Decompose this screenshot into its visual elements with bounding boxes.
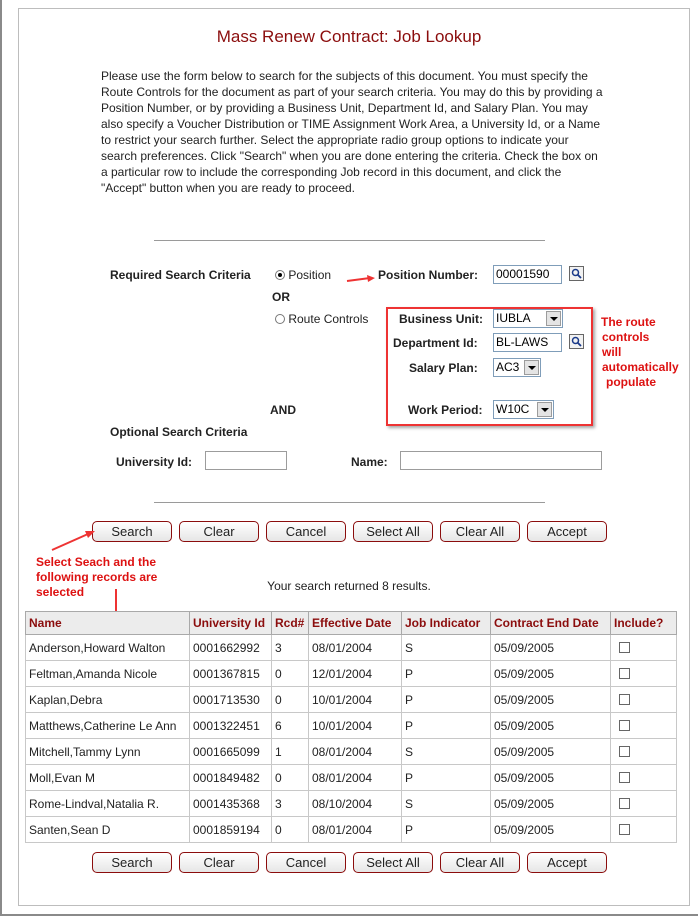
cell-rcd: 0 — [272, 687, 309, 713]
position-lookup-button[interactable] — [569, 266, 584, 281]
cell-include — [611, 791, 677, 817]
cell-include — [611, 739, 677, 765]
work-period-value: W10C — [496, 402, 530, 416]
column-header-rcd: Rcd# — [272, 612, 309, 635]
required-criteria-label: Required Search Criteria — [110, 268, 251, 282]
cell-name: Moll,Evan M — [26, 765, 190, 791]
salary-plan-value: AC3 — [496, 360, 520, 374]
cell-university-id: 0001849482 — [190, 765, 272, 791]
cell-contract-end-date: 05/09/2005 — [491, 687, 611, 713]
select-all-button-bottom[interactable]: Select All — [353, 852, 433, 873]
department-id-field[interactable]: BL-LAWS — [493, 333, 562, 352]
include-checkbox[interactable] — [619, 824, 630, 835]
cell-job-indicator: P — [402, 687, 491, 713]
route-controls-radio-label: Route Controls — [288, 312, 369, 326]
cell-job-indicator: P — [402, 817, 491, 843]
route-note-line: automatically — [602, 360, 679, 374]
cell-include — [611, 661, 677, 687]
cell-contract-end-date: 05/09/2005 — [491, 661, 611, 687]
cell-contract-end-date: 05/09/2005 — [491, 765, 611, 791]
accept-button-bottom[interactable]: Accept — [527, 852, 607, 873]
page-title: Mass Renew Contract: Job Lookup — [216, 27, 482, 46]
include-checkbox[interactable] — [619, 694, 630, 705]
table-row — [26, 687, 677, 713]
cell-effective-date: 08/01/2004 — [309, 739, 402, 765]
position-radio[interactable] — [275, 270, 285, 280]
intro-text: Please use the form below to search for the subjects of this document. You must specify the Route Controls for the document as part of your search criteria. You may do this by providing a Position Number, or by providing a Business Unit, Department Id, and Salary Plan. You may also specify a Voucher Distribution or TIME Assignment Work Area, a University Id, or a Name to restrict your search further. Select the appropriate radio group options to indicate your search preferences. Click "Search" when you are done entering the criteria. Check the box on a particular row to include the corresponding Job record in this document, and click the "Accept" button when you are ready to proceed. — [101, 69, 603, 195]
cell-name: Rome-Lindval,Natalia R. — [26, 791, 190, 817]
optional-criteria-label: Optional Search Criteria — [110, 425, 248, 439]
results-table — [25, 611, 677, 843]
name-label: Name: — [351, 455, 388, 469]
cell-include — [611, 817, 677, 843]
chevron-down-icon — [524, 360, 539, 375]
chevron-down-icon — [546, 311, 561, 326]
salary-plan-select[interactable] — [493, 358, 541, 377]
magnifier-icon — [571, 268, 582, 279]
or-label: OR — [272, 290, 290, 304]
cell-include — [611, 635, 677, 661]
cell-name: Kaplan,Debra — [26, 687, 190, 713]
clear-button-bottom[interactable]: Clear — [179, 852, 259, 873]
cell-job-indicator: S — [402, 739, 491, 765]
clear-all-button-bottom[interactable]: Clear All — [440, 852, 520, 873]
position-number-label: Position Number: — [378, 268, 479, 282]
route-note-line: controls — [602, 330, 650, 344]
include-checkbox[interactable] — [619, 798, 630, 809]
cell-name: Feltman,Amanda Nicole — [26, 661, 190, 687]
table-row — [26, 739, 677, 765]
salary-plan-label: Salary Plan: — [409, 361, 478, 375]
cell-university-id: 0001665099 — [190, 739, 272, 765]
include-checkbox[interactable] — [619, 746, 630, 757]
accept-button[interactable]: Accept — [527, 521, 607, 542]
cell-university-id: 0001435368 — [190, 791, 272, 817]
cell-university-id: 0001322451 — [190, 713, 272, 739]
cell-effective-date: 10/01/2004 — [309, 687, 402, 713]
chevron-down-icon — [537, 402, 552, 417]
cell-name: Mitchell,Tammy Lynn — [26, 739, 190, 765]
cell-effective-date: 12/01/2004 — [309, 661, 402, 687]
cell-name: Matthews,Catherine Le Ann — [26, 713, 190, 739]
cell-rcd: 6 — [272, 713, 309, 739]
cell-effective-date: 08/01/2004 — [309, 635, 402, 661]
search-button-bottom[interactable]: Search — [92, 852, 172, 873]
cell-effective-date: 10/01/2004 — [309, 713, 402, 739]
university-id-label: University Id: — [116, 455, 193, 469]
cell-rcd: 3 — [272, 635, 309, 661]
cell-name: Anderson,Howard Walton — [26, 635, 190, 661]
select-note-line: selected — [36, 585, 85, 599]
table-row — [26, 817, 677, 843]
cell-university-id: 0001367815 — [190, 661, 272, 687]
cell-job-indicator: S — [402, 635, 491, 661]
search-button[interactable]: Search — [92, 521, 172, 542]
arrow-to-position-icon — [346, 275, 376, 285]
divider-top — [154, 240, 545, 241]
select-note-line: Select Seach and the — [36, 555, 157, 569]
cell-rcd: 3 — [272, 791, 309, 817]
cell-effective-date: 08/01/2004 — [309, 817, 402, 843]
route-note-line: The route — [601, 315, 656, 329]
university-id-field[interactable] — [205, 451, 287, 470]
include-checkbox[interactable] — [619, 772, 630, 783]
cell-include — [611, 687, 677, 713]
department-lookup-button[interactable] — [569, 334, 584, 349]
column-header-effective-date: Effective Date — [309, 612, 402, 635]
route-note-line: populate — [606, 375, 656, 389]
work-period-select[interactable] — [493, 400, 554, 419]
table-row — [26, 635, 677, 661]
cell-contract-end-date: 05/09/2005 — [491, 635, 611, 661]
business-unit-value: IUBLA — [496, 311, 531, 325]
column-header-include: Include? — [611, 612, 677, 635]
position-number-field[interactable]: 00001590 — [493, 265, 562, 284]
cell-contract-end-date: 05/09/2005 — [491, 791, 611, 817]
column-header-contract-end-date: Contract End Date — [491, 612, 611, 635]
cell-name: Santen,Sean D — [26, 817, 190, 843]
route-controls-radio-group[interactable] — [275, 312, 368, 326]
cell-job-indicator: P — [402, 765, 491, 791]
position-radio-group[interactable] — [275, 268, 331, 282]
column-header-name: Name — [26, 612, 190, 635]
select-all-button[interactable]: Select All — [353, 521, 433, 542]
table-header-row — [26, 612, 677, 635]
work-period-label: Work Period: — [408, 403, 483, 417]
position-radio-label: Position — [288, 268, 332, 282]
department-id-label: Department Id: — [393, 336, 478, 350]
cell-job-indicator: P — [402, 661, 491, 687]
cell-include — [611, 765, 677, 791]
cancel-button[interactable]: Cancel — [266, 521, 346, 542]
cell-job-indicator: S — [402, 791, 491, 817]
column-header-job-indicator: Job Indicator — [402, 612, 491, 635]
cell-university-id: 0001713530 — [190, 687, 272, 713]
cell-university-id: 0001859194 — [190, 817, 272, 843]
table-row — [26, 765, 677, 791]
cell-university-id: 0001662992 — [190, 635, 272, 661]
column-header-university-id: University Id — [190, 612, 272, 635]
and-label: AND — [270, 403, 296, 417]
cell-effective-date: 08/10/2004 — [309, 791, 402, 817]
window-frame-left — [0, 0, 2, 916]
route-controls-annotation — [601, 315, 693, 390]
clear-all-button[interactable]: Clear All — [440, 521, 520, 542]
cell-effective-date: 08/01/2004 — [309, 765, 402, 791]
include-checkbox[interactable] — [619, 642, 630, 653]
cell-contract-end-date: 05/09/2005 — [491, 739, 611, 765]
name-field[interactable] — [400, 451, 602, 470]
cancel-button-bottom[interactable]: Cancel — [266, 852, 346, 873]
arrow-to-search-icon — [50, 529, 96, 553]
results-count: Your search returned 8 results. — [267, 579, 431, 593]
cell-contract-end-date: 05/09/2005 — [491, 713, 611, 739]
cell-include — [611, 713, 677, 739]
route-note-line: will — [602, 345, 622, 359]
magnifier-icon — [571, 336, 582, 347]
business-unit-label: Business Unit: — [399, 312, 484, 326]
table-row — [26, 791, 677, 817]
cell-job-indicator: P — [402, 713, 491, 739]
table-row — [26, 713, 677, 739]
cell-rcd: 1 — [272, 739, 309, 765]
route-controls-radio[interactable] — [275, 314, 285, 324]
cell-rcd: 0 — [272, 817, 309, 843]
include-checkbox[interactable] — [619, 720, 630, 731]
divider-bottom — [154, 502, 545, 503]
select-note-line: following records are — [36, 570, 158, 584]
table-row — [26, 661, 677, 687]
cell-contract-end-date: 05/09/2005 — [491, 817, 611, 843]
cell-rcd: 0 — [272, 661, 309, 687]
clear-button[interactable]: Clear — [179, 521, 259, 542]
cell-rcd: 0 — [272, 765, 309, 791]
business-unit-select[interactable] — [493, 309, 563, 328]
include-checkbox[interactable] — [619, 668, 630, 679]
